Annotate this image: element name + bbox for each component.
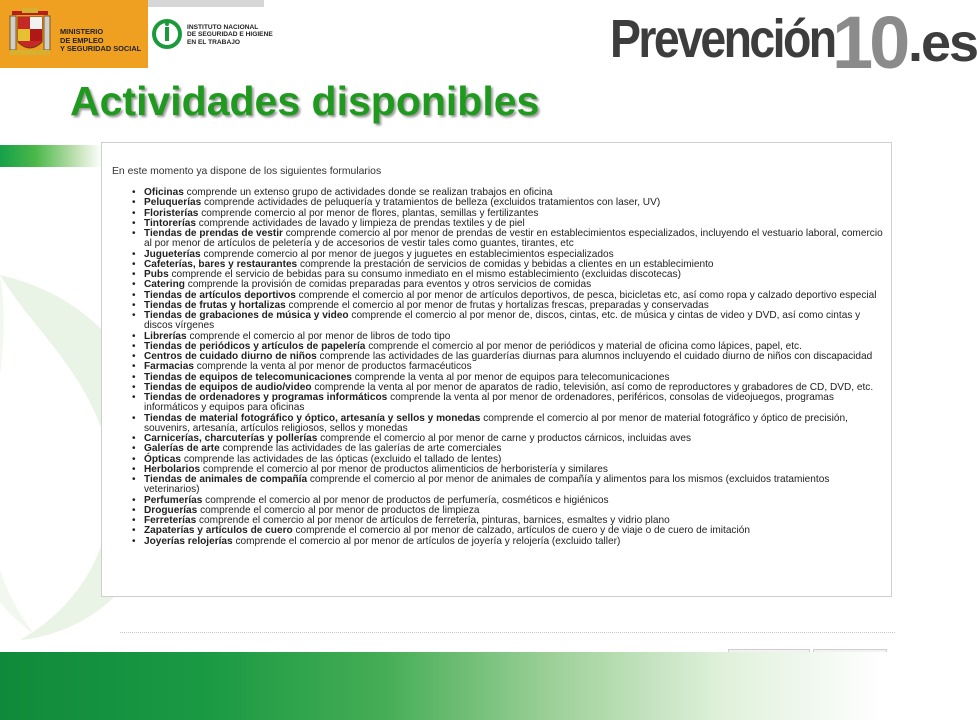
activity-description: comprende comercio al por menor de juegos y juguetes en establecimientos especializados [203,248,614,260]
activity-name[interactable]: Tiendas de animales de compañía [144,474,308,485]
activity-description: comprende actividades de lavado y limpieza de prendas textiles y de piel [198,217,525,229]
activity-name[interactable]: Librerías [144,330,187,342]
activity-name[interactable]: Oficinas [144,187,184,198]
insht-name: INSTITUTO NACIONAL DE SEGURIDAD E HIGIENE EN EL TRABAJO [187,24,273,46]
activity-description: comprende el comercio al por menor de artículos de ferretería, pinturas, barnices, esmaltes y vidrio plano [199,515,670,526]
activity-name[interactable]: Ópticas [144,453,182,465]
activity-description: comprende las actividades de las galerías de arte comerciales [222,443,502,455]
activity-description: comprende un extenso grupo de actividades donde se realizan trabajos en oficina [186,187,553,198]
brand-word: Prevención [610,9,835,69]
activity-name[interactable]: Catering [144,279,185,291]
activity-description: comprende comercio al por menor de flores, plantas, semillas y fertilizantes [201,207,539,219]
decorative-green-bar [0,145,102,167]
activity-name[interactable]: Tiendas de prendas de vestir [144,228,283,239]
activity-description: comprende el comercio al por menor de frutas y hortalizas frescas, preparadas y conservadas [288,299,709,311]
activity-name[interactable]: Tiendas de periódicos y artículos de papelería [144,340,366,352]
activity-name[interactable]: Tiendas de equipos de telecomunicaciones [144,371,352,383]
activity-description: comprende el comercio al por menor de productos de perfumería, cosméticos e higiénicos [205,494,609,506]
activity-name[interactable]: Perfumerías [144,494,203,506]
activity-name[interactable]: Tiendas de frutas y hortalizas [144,299,286,311]
activity-name[interactable]: Carnicerías, charcuterías y pollerías [144,433,318,444]
list-item[interactable] [144,475,886,496]
activity-name[interactable]: Jugueterías [144,248,201,260]
activity-description: comprende el comercio al por menor de calzado, artículos de cuero y de viaje o de cuero de imitación [295,525,750,537]
activity-description: comprende las actividades de las guarderías diurnas para alumnos incluyendo el cuidado diurno de niños con discapacidad [319,351,873,362]
footer-bar [0,652,960,720]
insht-logo-icon [151,18,183,50]
activity-description: comprende la prestación de servicios de comidas y bebidas a clientes en un establecimiento [299,258,714,270]
activity-description: comprende la provisión de comidas preparadas para eventos y otros servicios de comidas [187,279,592,291]
brand-logo [610,1,977,84]
activity-name[interactable]: Ferreterías [144,515,197,526]
activity-description: comprende comercio al por menor de prendas de vestir en establecimientos especializados, incluyendo el vestuario laboral, comercio al por menor de artículos de peletería y de accesorios de vestir tales como guantes, tirantes, etc [144,228,883,250]
list-item[interactable] [144,311,886,332]
list-item[interactable] [144,537,886,547]
activity-description: comprende el comercio al por menor de periódicos y material de oficina como lápices, papel, etc. [368,340,802,352]
activities-list [144,188,886,547]
activity-description: comprende actividades de peluquería y tratamientos de belleza (excluidos tratamientos con laser, UV) [204,197,661,209]
intro-text: En este momento ya dispone de los siguientes formularios [112,166,382,177]
activity-name[interactable]: Cafeterías, bares y restaurantes [144,258,298,270]
page-title: Actividades disponibles [70,78,540,124]
activity-description: comprende el comercio al por menor de libros de todo tipo [189,330,451,342]
ministry-logo [0,0,148,68]
activity-name[interactable]: Joyerías relojerías [144,535,233,547]
activity-name[interactable]: Zapaterías y artículos de cuero [144,525,293,537]
activity-description: comprende el comercio al por menor de productos de limpieza [200,504,480,516]
brand-tld: .es [908,13,977,73]
activity-name[interactable]: Droguerías [144,504,198,516]
activity-description: comprende la venta al por menor de ordenadores, periféricos, consolas de videojuegos, programas informáticos y equipos para oficinas [144,392,834,414]
list-item[interactable] [144,393,886,414]
activity-name[interactable]: Farmacias [144,361,194,373]
list-item[interactable] [144,229,886,250]
activity-name[interactable]: Tintorerías [144,217,196,229]
activity-description: comprende la venta al por menor de aparatos de radio, televisión, así como de reproductores y grabadores de CD, DVD, etc. [314,381,874,393]
activity-name[interactable]: Floristerías [144,207,199,219]
activity-description: comprende el comercio al por menor de carne y productos cárnicos, incluidas aves [320,433,692,444]
activity-name[interactable]: Tiendas de equipos de audio/video [144,381,312,393]
activity-description: comprende la venta al por menor de productos farmacéuticos [196,361,472,373]
coat-of-arms-icon [8,8,52,60]
activity-name[interactable]: Galerías de arte [144,443,220,455]
activity-name[interactable]: Centros de cuidado diurno de niños [144,351,317,362]
activity-name[interactable]: Tiendas de material fotográfico y óptico, artesanía y sellos y monedas [144,412,481,424]
activity-name[interactable]: Tiendas de artículos deportivos [144,289,296,301]
activity-name[interactable]: Tiendas de grabaciones de música y video [144,310,349,321]
activity-description: comprende el comercio al por menor de, discos, cintas, etc. de música y cintas de video y DVD, así como cintas y discos vírgenes [144,310,861,332]
activity-description: comprende el comercio al por menor de productos alimenticios de herboristería y similares [202,463,608,475]
list-item[interactable] [144,414,886,435]
activity-name[interactable]: Peluquerías [144,197,202,209]
top-bar [148,0,264,7]
activity-name[interactable]: Pubs [144,269,169,280]
activity-description: comprende el comercio al por menor de animales de compañía y alimentos para los mismos (excluidos tratamientos veterinarios) [144,474,830,496]
activity-description: comprende el comercio al por menor de artículos de joyería y relojería (excluido taller) [235,535,621,547]
activity-description: comprende las actividades de las ópticas (excluido el tallado de lentes) [183,453,502,465]
forms-panel [101,142,892,597]
ministry-name: MINISTERIO DE EMPLEO Y SEGURIDAD SOCIAL [60,27,142,53]
activity-description: comprende el servicio de bebidas para su consumo inmediato en el mismo establecimiento (excluidas discotecas) [171,269,681,280]
dotted-separator [120,632,895,633]
activity-description: comprende el comercio al por menor de material fotográfico y óptico de precisión, souvenirs, artesanía, artículos religiosos, sellos y monedas [144,412,848,434]
activity-name[interactable]: Tiendas de ordenadores y programas informáticos [144,392,388,403]
activity-description: comprende el comercio al por menor de artículos deportivos, de pesca, bicicletas etc, así como ropa y calzado deportivo especial [298,289,877,301]
activity-name[interactable]: Herbolarios [144,463,201,475]
activity-description: comprende la venta al por menor de equipos para telecomunicaciones [354,371,670,383]
brand-number: 10 [832,1,907,84]
